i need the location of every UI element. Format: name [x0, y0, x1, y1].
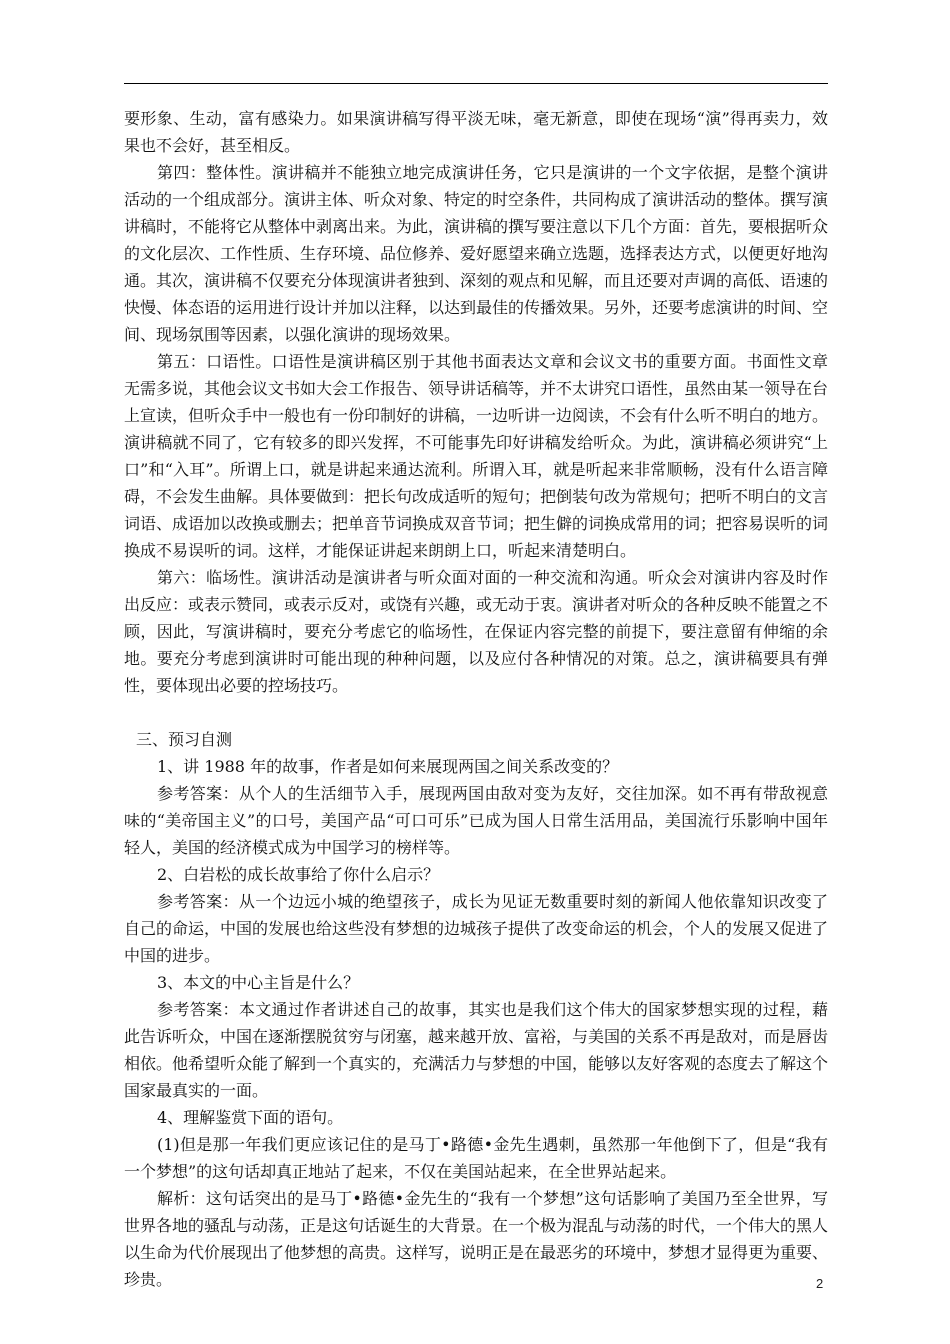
page-body	[124, 105, 828, 1293]
header-rule	[124, 83, 828, 84]
question-4-item-1: (1)但是那一年我们更应该记住的是马丁•路德•金先生遇刺，虽然那一年他倒下了，但是“我有一个梦想”的这句话却真正地站了起来，不仅在美国站起来，在全世界站起来。	[124, 1135, 828, 1181]
paragraph-sixth-presence: 第六：临场性。演讲活动是演讲者与听众面对面的一种交流和沟通。听众会对演讲内容及时作出反应：或表示赞同，或表示反对，或饶有兴趣，或无动于衷。演讲者对听众的各种反映不能置之不顾，因此，写演讲稿时，要充分考虑它的临场性，在保证内容完整的前提下，要注意留有伸缩的余地。要充分考虑到演讲时可能出现的种种问题，以及应付各种情况的对策。总之，演讲稿要具有弹性，要体现出必要的控场技巧。	[124, 568, 829, 695]
question-2: 2、白岩松的成长故事给了你什么启示？	[157, 865, 440, 884]
paragraph-fifth-orality: 第五：口语性。口语性是演讲稿区别于其他书面表达文章和会议文书的重要方面。书面性文章无需多说，其他会议文书如大会工作报告、领导讲话稿等，并不太讲究口语性，虽然由某一领导在台上宣读，但听众手中一般也有一份印制好的讲稿，一边听讲一边阅读，不会有什么听不明白的地方。演讲稿就不同了，它有较多的即兴发挥，不可能事先印好讲稿发给听众。为此，演讲稿必须讲究“上口”和“入耳”。所谓上口，就是讲起来通达流利。所谓入耳，就是听起来非常顺畅，没有什么语言障碍，不会发生曲解。具体要做到：把长句改成适听的短句；把倒装句改为常规句；把听不明白的文言词语、成语加以改换或删去；把单音节词换成双音节词；把生僻的词换成常用的词；把容易误听的词换成不易误听的词。这样，才能保证讲起来朗朗上口，听起来清楚明白。	[124, 352, 829, 560]
question-3: 3、本文的中心主旨是什么？	[157, 973, 360, 992]
question-4: 4、理解鉴赏下面的语句。	[157, 1108, 344, 1127]
answer-2: 参考答案：从一个边远小城的绝望孩子，成长为见证无数重要时刻的新闻人他依靠知识改变了自己的命运，中国的发展也给这些没有梦想的边城孩子提供了改变命运的机会，个人的发展又促进了中国的进步。	[124, 892, 829, 965]
page-number: 2	[816, 1276, 824, 1291]
answer-3: 参考答案：本文通过作者讲述自己的故事，其实也是我们这个伟大的国家梦想实现的过程，藉此告诉听众，中国在逐渐摆脱贫穷与闭塞，越来越开放、富裕，与美国的关系不再是敌对，而是唇齿相依。他希望听众能了解到一个真实的，充满活力与梦想的中国，能够以友好客观的态度去了解这个国家最真实的一面。	[124, 1000, 829, 1100]
section-heading: 三、预习自测	[136, 730, 233, 749]
section-gap	[124, 699, 828, 726]
answer-4-item-1: 解析：这句话突出的是马丁•路德•金先生的“我有一个梦想”这句话影响了美国乃至全世界，写世界各地的骚乱与动荡，正是这句话诞生的大背景。在一个极为混乱与动荡的时代，一个伟大的黑人以生命为代价展现出了他梦想的高贵。这样写，说明正是在最恶劣的环境中，梦想才显得更为重要、珍贵。	[124, 1189, 829, 1289]
question-1: 1、讲 1988 年的故事，作者是如何来展现两国之间关系改变的？	[157, 757, 619, 776]
answer-1: 参考答案：从个人的生活细节入手，展现两国由敌对变为友好，交往加深。如不再有带敌视意味的“美帝国主义”的口号，美国产品“可口可乐”已成为国人日常生活用品，美国流行乐影响中国年轻人，美国的经济模式成为中国学习的榜样等。	[124, 784, 828, 857]
paragraph-continuation: 要形象、生动，富有感染力。如果演讲稿写得平淡无味，毫无新意，即使在现场“演”得再卖力，效果也不会好，甚至相反。	[124, 109, 828, 155]
paragraph-fourth-wholeness: 第四：整体性。演讲稿并不能独立地完成演讲任务，它只是演讲的一个文字依据，是整个演讲活动的一个组成部分。演讲主体、听众对象、特定的时空条件，共同构成了演讲活动的整体。撰写演讲稿时，不能将它从整体中剥离出来。为此，演讲稿的撰写要注意以下几个方面：首先，要根据听众的文化层次、工作性质、生存环境、品位修养、爱好愿望来确立选题，选择表达方式，以便更好地沟通。其次，演讲稿不仅要充分体现演讲者独到、深刻的观点和见解，而且还要对声调的高低、语速的快慢、体态语的运用进行设计并加以注释，以达到最佳的传播效果。另外，还要考虑演讲的时间、空间、现场氛围等因素，以强化演讲的现场效果。	[124, 163, 829, 344]
